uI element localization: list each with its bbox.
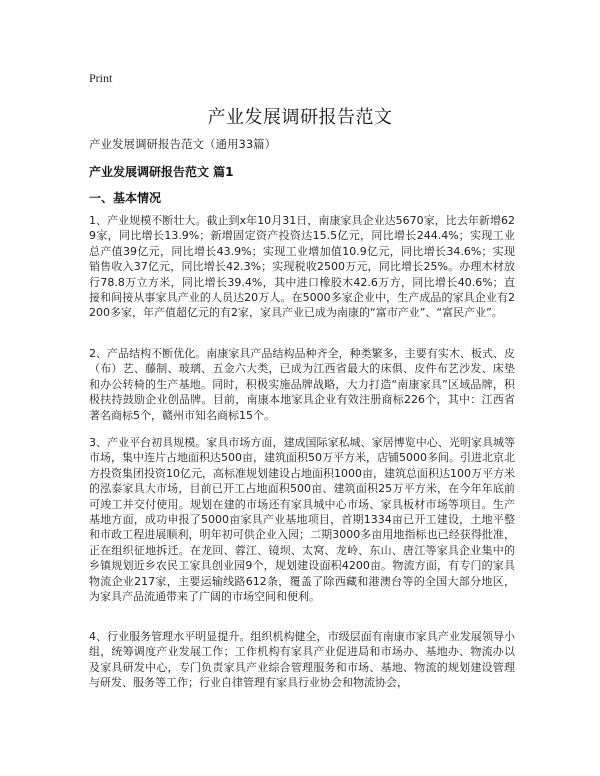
paragraph-service-management: 4、行业服务管理水平明显提升。组织机构健全，市级层面有南康市家具产业发展领导小组，统筹调度产业发展工作；工作机构有家具产业促进局和市场办、基地办、物流办以及家具研发中心，专门负责家具产业综合管理服务和市场、基地、物流的规划建设管理与研发、服务等工作；行业自律管理有家具行业协会和物流协会， (89, 630, 515, 690)
paragraph-product-structure: 2、产品结构不断优化。南康家具产品结构品种齐全，种类繁多，主要有实木、板式、皮（布）艺、藤制、玻璃、五金六大类，已成为江西省最大的床俱、皮件布艺沙发、床垫和办公转椅的生产基地。同时，积极实施品牌战略，大力打造“南康家具”区域品牌，积极扶持鼓励企业创品牌。目前，南康本地家具企业有效注册商标226个，其中：江西省著名商标5个，赣州市知名商标15个。 (89, 347, 515, 422)
document-subtitle: 产业发展调研报告范文（通用33篇） (89, 137, 277, 151)
document-title: 产业发展调研报告范文 (207, 107, 393, 128)
print-label: Print (89, 71, 113, 85)
paragraph-industry-platform: 3、产业平台初具规模。家具市场方面，建成国际家私城、家居博览中心、光明家具城等市场，集中连片占地面积达500亩，建筑面积50万平方米，店铺5000多间。引进北京北方投资集团投资10亿元，高标准规划建设占地面积1000亩，建筑总面积达100万平方米的泓泰家具大市场，目前已开工占地面积500亩、建筑面积25万平方米，在今年年底前可竣工并交付使用。规划在建的市场还有家具城中心市场、家具板材市场等项目。生产基地方面，成功申报了5000亩家具产业基地项目，首期1334亩已开工建设，土地平整和市政工程进展顺利，明年初可供企业入园；二期3000多亩用地指标也已经获得批准，正在组织征地拆迁。在龙回、蓉江、镜坝、太窝、龙岭、东山、唐江等家具企业集中的乡镇规划近乡农民工家具创业园9个，规划建设面积4200亩。物流方面，有专门的家具物流企业217家，主要运输线路612条，覆盖了除西藏和港澳台等的全国大部分地区，为家具产品流通带来了广阔的市场空间和便利。 (89, 436, 515, 604)
section-title: 产业发展调研报告范文 篇1 (89, 165, 234, 179)
paragraph-industry-scale: 1、产业规模不断壮大。截止到x年10月31日，南康家具企业达5670家，比去年新增629家，同比增长13.9%；新增固定资产投资达15.5亿元，同比增长244.4%；实现工业总产值39亿元，同比增长43.9%；实现工业增加值10.9亿元，同比增长34.6%；实现销售收入37亿元，同比增长42.3%；实现税收2500万元，同比增长25%。办理木材放行78.8万立方米，同比增长39.4%，其中进口橡胶木42.6万方，同比增长40.6%；直接和间接从事家具产业的人员达20万人。在5000多家企业中，生产成品的家具企业有2200多家，年产值超亿元的有2家，家具产业已成为南康的“富市产业”、“富民产业”。 (89, 214, 515, 320)
heading-basic-situation: 一、基本情况 (89, 191, 162, 205)
